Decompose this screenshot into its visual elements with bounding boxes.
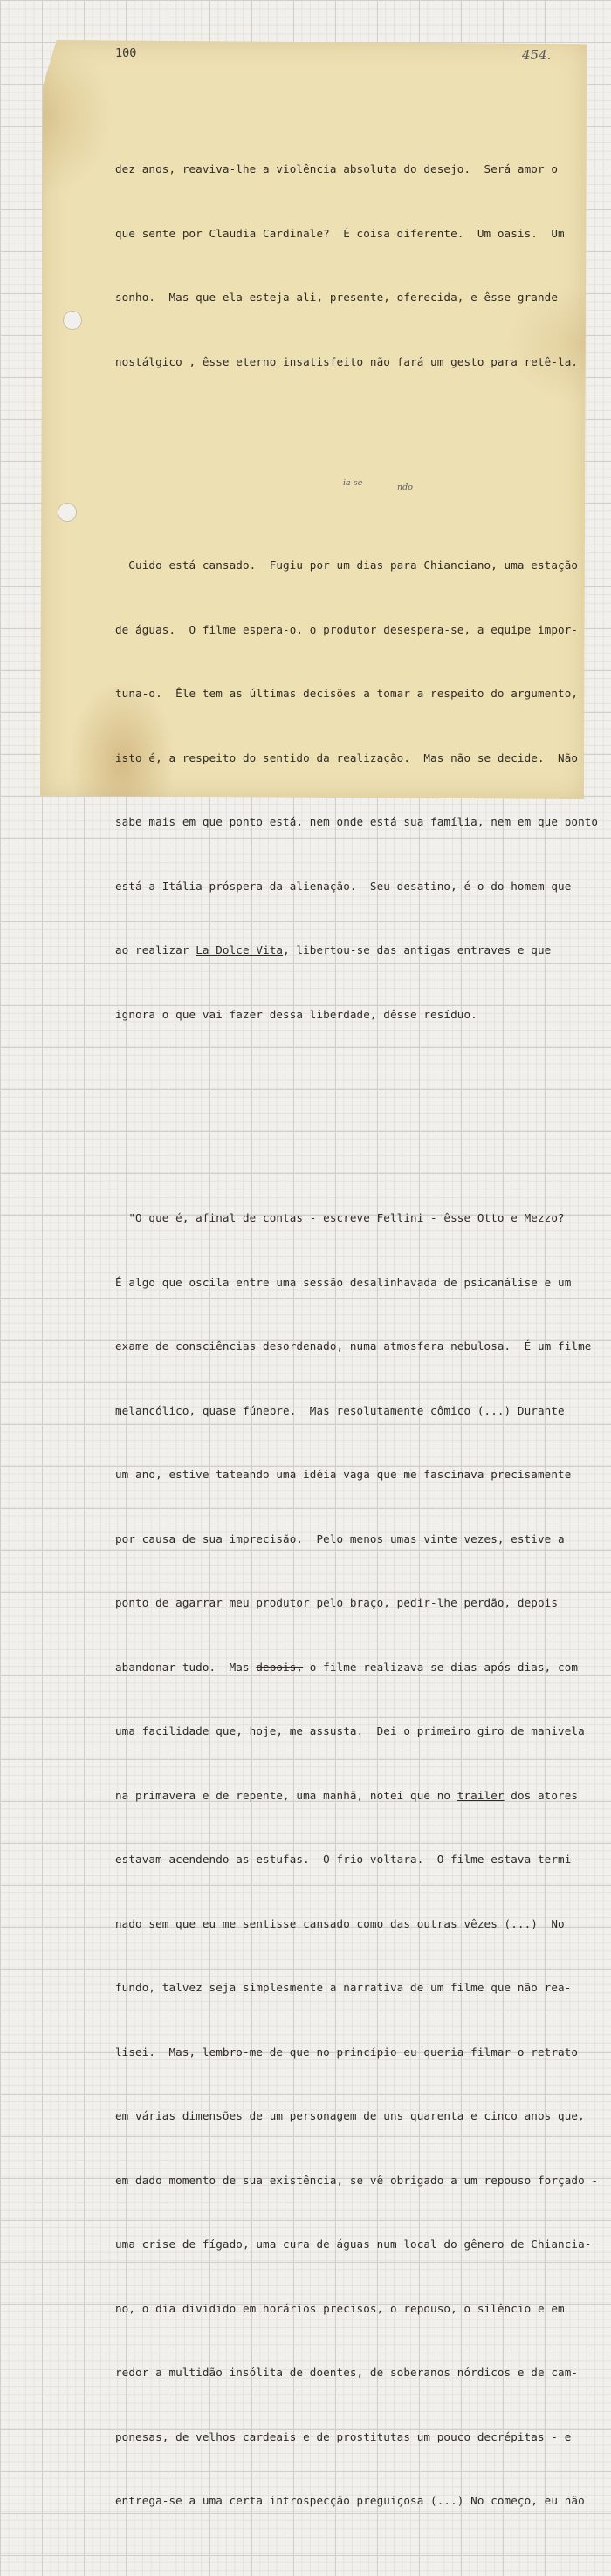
handwritten-folio: 454. bbox=[522, 47, 552, 63]
text-line: está a Itália próspera da alienação. Seu desatino, é o do homem que bbox=[115, 879, 572, 893]
typed-text bbox=[115, 73, 599, 2576]
text-line: melancólico, quase fúnebre. Mas resolutamente cômico (...) Durante bbox=[115, 1403, 565, 1417]
text-line: fundo, talvez seja simplesmente a narrativa de um filme que não rea- bbox=[115, 1981, 572, 1994]
text-line: sabe mais em que ponto está, nem onde está sua família, nem em que ponto bbox=[115, 815, 599, 828]
text-line: ao realizar La Dolce Vita, libertou-se das antigas entraves e que bbox=[115, 943, 552, 956]
text-line: em dado momento de sua existência, se vê obrigado a um repouso forçado - bbox=[115, 2173, 599, 2187]
paragraph bbox=[115, 1165, 599, 2555]
text-line: que sente por Claudia Cardinale? É coisa diferente. Um oasis. Um bbox=[115, 226, 565, 240]
text-line: por causa de sua imprecisão. Pelo menos umas vinte vezes, estive a bbox=[115, 1531, 565, 1545]
text-line: ignora o que vai fazer dessa liberdade, dêsse resíduo. bbox=[115, 1007, 477, 1021]
handwritten-correction: ndo bbox=[397, 483, 413, 492]
punch-hole bbox=[63, 311, 82, 330]
page-number: 100 bbox=[115, 46, 137, 60]
text-line: sonho. Mas que ela esteja ali, presente, oferecida, e êsse grande bbox=[115, 291, 559, 304]
text-line: uma facilidade que, hoje, me assusta. Dei o primeiro giro de manivela bbox=[115, 1724, 585, 1737]
paragraph bbox=[115, 512, 599, 1068]
text-line: abandonar tudo. Mas depois, o filme realizava-se dias após dias, com bbox=[115, 1660, 579, 1674]
text-line: entrega-se a uma certa introspecção preguiçosa (...) No começo, eu não bbox=[115, 2494, 585, 2507]
text-line: lisei. Mas, lembro-me de que no princípio eu queria filmar o retrato bbox=[115, 2045, 579, 2059]
text-line: em várias dimensões de um personagem de uns quarenta e cinco anos que, bbox=[115, 2109, 585, 2122]
text-line: nostálgico , êsse eterno insatisfeito não fará um gesto para retê-la. bbox=[115, 354, 579, 368]
text-line: uma crise de fígado, uma cura de águas num local do gênero de Chiancia- bbox=[115, 2237, 592, 2251]
punch-hole bbox=[58, 503, 77, 522]
text-line: de águas. O filme espera-o, o produtor desespera-se, a equipe impor- bbox=[115, 622, 579, 636]
text-line: na primavera e de repente, uma manhã, notei que no trailer dos atores bbox=[115, 1788, 579, 1802]
text-line: isto é, a respeito do sentido da realização. Mas não se decide. Não bbox=[115, 750, 579, 764]
paragraph bbox=[115, 116, 579, 415]
text-line: tuna-o. Êle tem as últimas decisões a tomar a respeito do argumento, bbox=[115, 687, 579, 700]
text-line: É algo que oscila entre uma sessão desalinhavada de psicanálise e um bbox=[115, 1275, 572, 1289]
text-line: Guido está cansado. Fugiu por um dias para Chianciano, uma estação bbox=[115, 558, 579, 572]
text-line: exame de consciências desordenado, numa atmosfera nebulosa. É um filme bbox=[115, 1339, 592, 1353]
text-line: "O que é, afinal de contas - escreve Fellini - êsse Otto e Mezzo? bbox=[115, 1211, 565, 1224]
handwritten-correction: ia-se bbox=[343, 478, 363, 488]
text-line: nado sem que eu me sentisse cansado como das outras vêzes (...) No bbox=[115, 1916, 565, 1930]
text-line: redor a multidão insólita de doentes, de soberanos nórdicos e de cam- bbox=[115, 2366, 579, 2379]
text-line: ponto de agarrar meu produtor pelo braço, pedir-lhe perdão, depois bbox=[115, 1596, 559, 1609]
text-line: estavam acendendo as estufas. O frio voltara. O filme estava termi- bbox=[115, 1853, 579, 1866]
text-line: um ano, estive tateando uma idéia vaga que me fascinava precisamente bbox=[115, 1468, 572, 1481]
text-line: ponesas, de velhos cardeais e de prostitutas um pouco decrépitas - e bbox=[115, 2429, 572, 2443]
text-line: no, o dia dividido em horários precisos, o repouso, o silêncio e em bbox=[115, 2301, 565, 2315]
text-line: dez anos, reaviva-lhe a violência absoluta do desejo. Será amor o bbox=[115, 162, 559, 175]
